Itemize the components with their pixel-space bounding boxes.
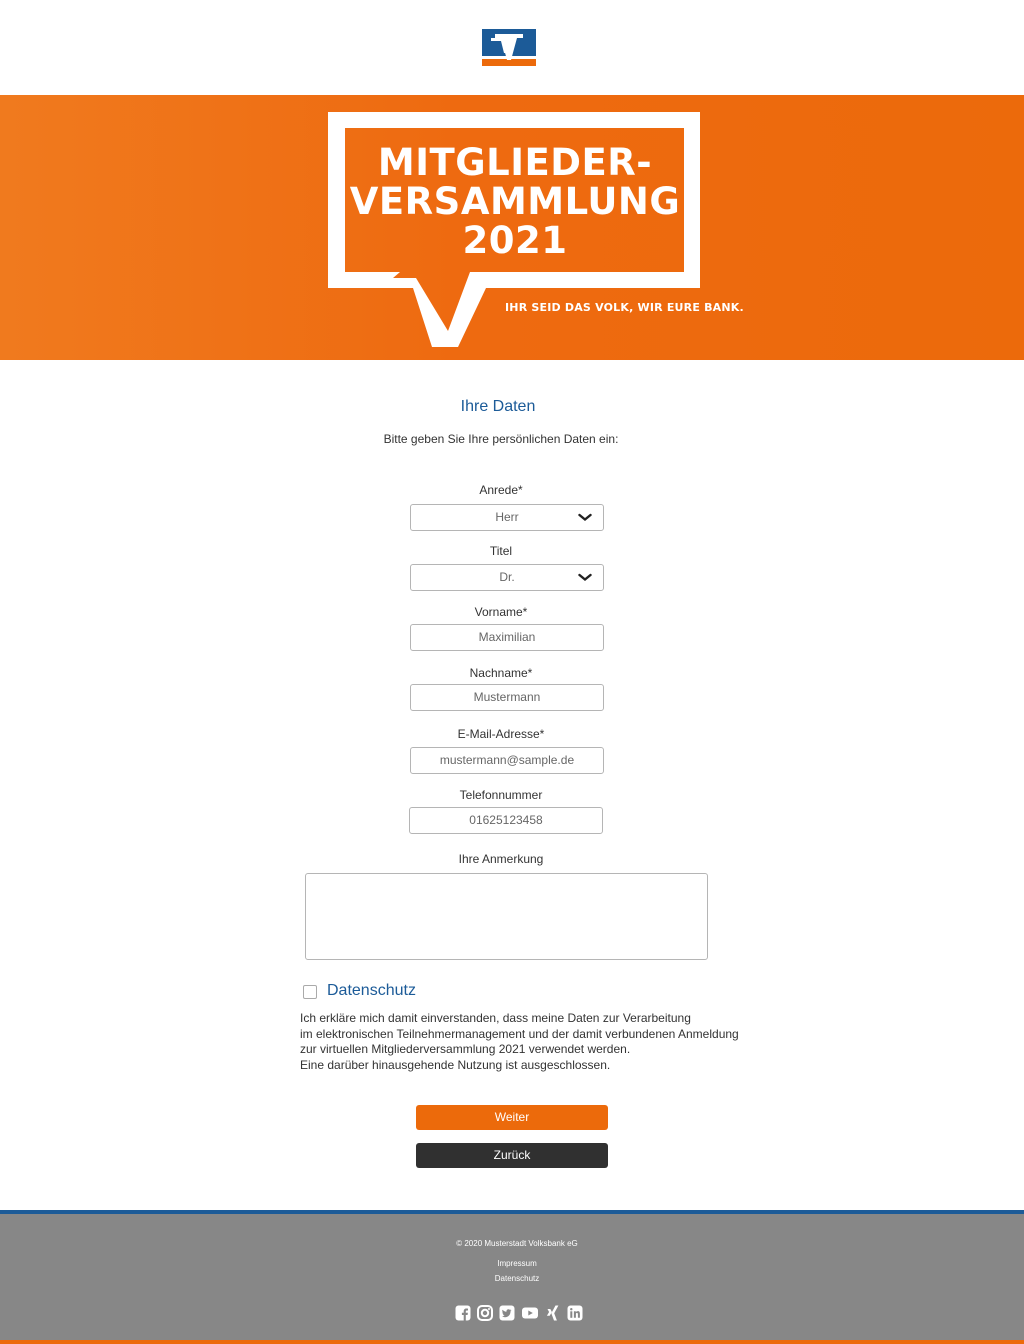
intro-text: Bitte geben Sie Ihre persönlichen Daten ein: bbox=[383, 432, 619, 446]
banner-title-line: VERSAMMLUNG bbox=[349, 180, 681, 223]
footer-datenschutz-link[interactable]: Datenschutz bbox=[494, 1274, 540, 1283]
titel-label: Titel bbox=[489, 544, 513, 558]
privacy-text bbox=[300, 1011, 770, 1073]
xing-icon[interactable] bbox=[545, 1305, 561, 1321]
email-label: E-Mail-Adresse* bbox=[457, 727, 545, 741]
privacy-text-line: Eine darüber hinausgehende Nutzung ist ausgeschlossen. bbox=[300, 1057, 611, 1072]
email-input[interactable]: mustermann@sample.de bbox=[410, 747, 604, 774]
vorname-input[interactable]: Maximilian bbox=[410, 624, 604, 651]
section-title: Ihre Daten bbox=[460, 398, 536, 415]
next-button[interactable]: Weiter bbox=[416, 1105, 608, 1130]
anrede-value: Herr bbox=[495, 510, 519, 524]
banner-title-line: MITGLIEDER- bbox=[377, 141, 653, 184]
anmerkung-textarea[interactable] bbox=[305, 873, 708, 960]
social-links bbox=[455, 1305, 583, 1321]
chevron-down-icon bbox=[578, 573, 592, 582]
anrede-select[interactable] bbox=[410, 504, 604, 531]
privacy-text-line: im elektronischen Teilnehmermanagement und der damit verbundenen Anmeldung bbox=[300, 1026, 739, 1041]
back-button[interactable]: Zurück bbox=[416, 1143, 608, 1168]
vorname-label: Vorname* bbox=[474, 605, 528, 619]
linkedin-icon[interactable] bbox=[567, 1305, 583, 1321]
volksbank-logo-icon[interactable] bbox=[482, 29, 536, 66]
banner-title bbox=[346, 143, 684, 260]
anrede-label: Anrede* bbox=[479, 483, 523, 497]
footer-bottom-stripe bbox=[0, 1340, 1024, 1344]
nachname-label: Nachname* bbox=[469, 666, 533, 680]
titel-value: Dr. bbox=[499, 570, 515, 584]
anmerkung-label: Ihre Anmerkung bbox=[458, 852, 544, 866]
instagram-icon[interactable] bbox=[477, 1305, 493, 1321]
telefon-label: Telefonnummer bbox=[459, 788, 543, 802]
banner-slogan: IHR SEID DAS VOLK, WIR EURE BANK. bbox=[505, 301, 744, 314]
telefon-input[interactable]: 01625123458 bbox=[409, 807, 603, 834]
nachname-input[interactable]: Mustermann bbox=[410, 684, 604, 711]
footer-copyright: © 2020 Musterstadt Volksbank eG bbox=[456, 1239, 578, 1248]
privacy-checkbox[interactable] bbox=[303, 985, 317, 999]
header bbox=[0, 0, 1024, 95]
privacy-text-line: zur virtuellen Mitgliederversammlung 2021 verwendet werden. bbox=[300, 1042, 631, 1056]
hero-banner bbox=[0, 95, 1024, 360]
titel-select[interactable] bbox=[410, 564, 604, 591]
footer-impressum-link[interactable]: Impressum bbox=[497, 1259, 537, 1268]
privacy-title: Datenschutz bbox=[327, 982, 416, 999]
twitter-icon[interactable] bbox=[499, 1305, 515, 1321]
banner-title-line: 2021 bbox=[462, 219, 568, 262]
youtube-icon[interactable] bbox=[521, 1305, 539, 1321]
facebook-icon[interactable] bbox=[455, 1305, 471, 1321]
privacy-text-line: Ich erkläre mich damit einverstanden, dass meine Daten zur Verarbeitung bbox=[300, 1011, 691, 1025]
chevron-down-icon bbox=[578, 513, 592, 522]
